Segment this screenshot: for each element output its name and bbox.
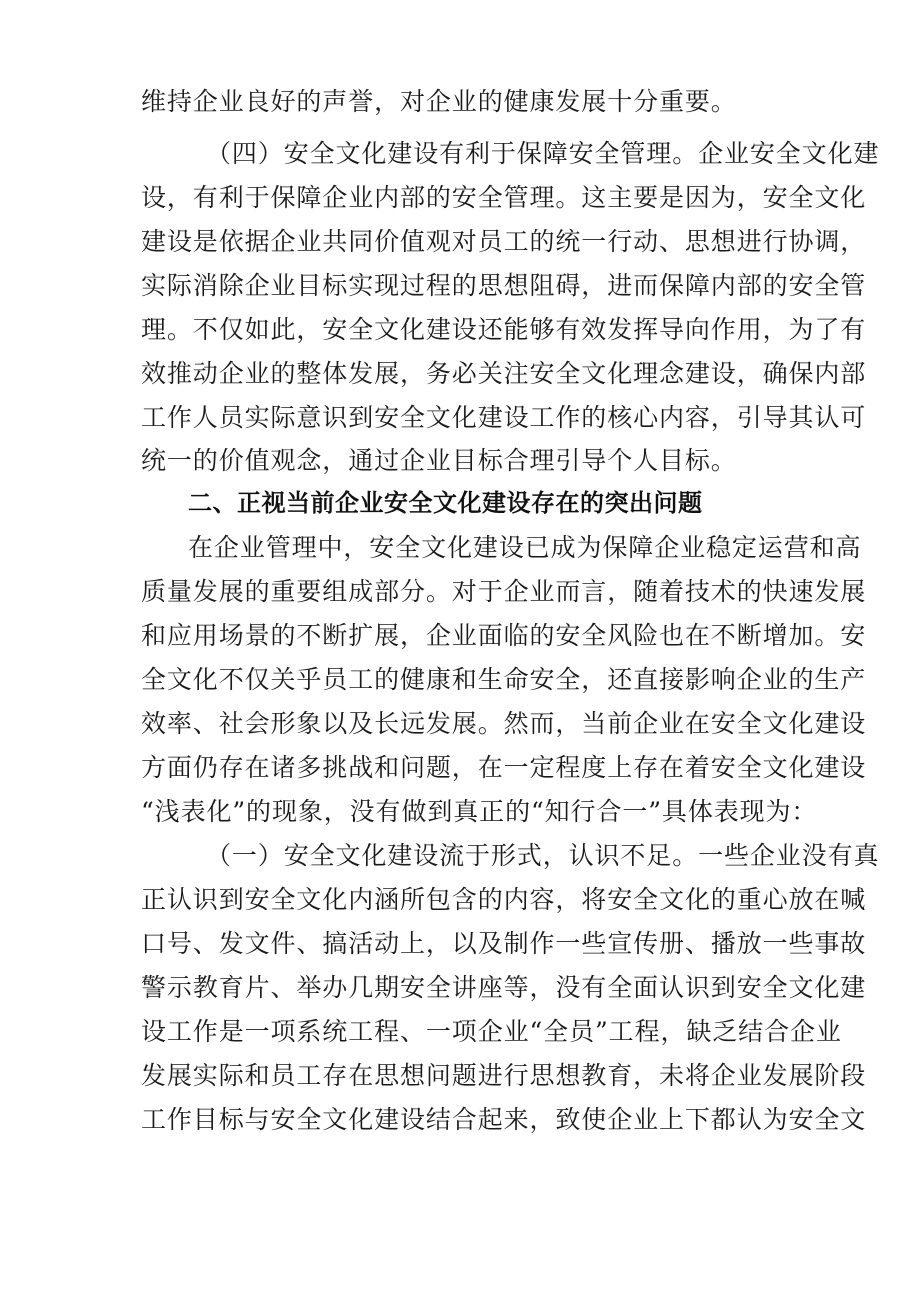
paragraph-1-line: 发展实际和员工存在思想问题进行思想教育，未将企业发展阶段: [141, 1061, 867, 1090]
paragraph-1-line: 口号、发文件、搞活动上，以及制作一些宣传册、播放一些事故: [141, 929, 867, 958]
intro-paragraph-line: 全文化不仅关乎员工的健康和生命安全，还直接影响企业的生产: [141, 665, 867, 694]
paragraph-4-line: 设，有利于保障企业内部的安全管理。这主要是因为，安全文化: [141, 183, 867, 212]
intro-paragraph-line: 效率、社会形象以及长远发展。然而，当前企业在安全文化建设: [141, 709, 867, 738]
paragraph-1-line: 设工作是一项系统工程、一项企业“全员”工程，缺乏结合企业: [141, 1017, 842, 1046]
paragraph-4-line: 理。不仅如此，安全文化建设还能够有效发挥导向作用，为了有: [141, 315, 867, 344]
intro-paragraph-line: 和应用场景的不断扩展，企业面临的安全风险也在不断增加。安: [141, 621, 867, 650]
section-heading: 二、正视当前企业安全文化建设存在的突出问题: [188, 489, 703, 517]
paragraph-1-line: 工作目标与安全文化建设结合起来，致使企业上下都认为安全文: [141, 1105, 867, 1134]
paragraph-4-line: 效推动企业的整体发展，务必关注安全文化理念建设，确保内部: [141, 359, 867, 388]
intro-paragraph-line: “浅表化”的现象，没有做到真正的“知行合一”具体表现为：: [141, 797, 818, 826]
text-line: 维持企业良好的声誉，对企业的健康发展十分重要。: [141, 87, 737, 116]
paragraph-4-line: 建设是依据企业共同价值观对员工的统一行动、思想进行协调，: [141, 227, 867, 256]
intro-paragraph-line: 质量发展的重要组成部分。对于企业而言，随着技术的快速发展: [141, 577, 867, 606]
intro-paragraph-line: 方面仍存在诸多挑战和问题，在一定程度上存在着安全文化建设: [141, 753, 867, 782]
paragraph-4-line: （四）安全文化建设有利于保障安全管理。企业安全文化建: [206, 139, 880, 168]
intro-paragraph-line: 在企业管理中，安全文化建设已成为保障企业稳定运营和高: [188, 533, 862, 562]
paragraph-1-line: 警示教育片、举办几期安全讲座等，没有全面认识到安全文化建: [141, 973, 867, 1002]
paragraph-1-line: 正认识到安全文化内涵所包含的内容，将安全文化的重心放在喊: [141, 885, 867, 914]
paragraph-4-line: 统一的价值观念，通过企业目标合理引导个人目标。: [141, 446, 737, 475]
paragraph-1-line: （一）安全文化建设流于形式，认识不足。一些企业没有真: [206, 841, 880, 870]
paragraph-4-line: 工作人员实际意识到安全文化建设工作的核心内容，引导其认可: [141, 403, 867, 432]
paragraph-4-line: 实际消除企业目标实现过程的思想阻碍，进而保障内部的安全管: [141, 271, 867, 300]
